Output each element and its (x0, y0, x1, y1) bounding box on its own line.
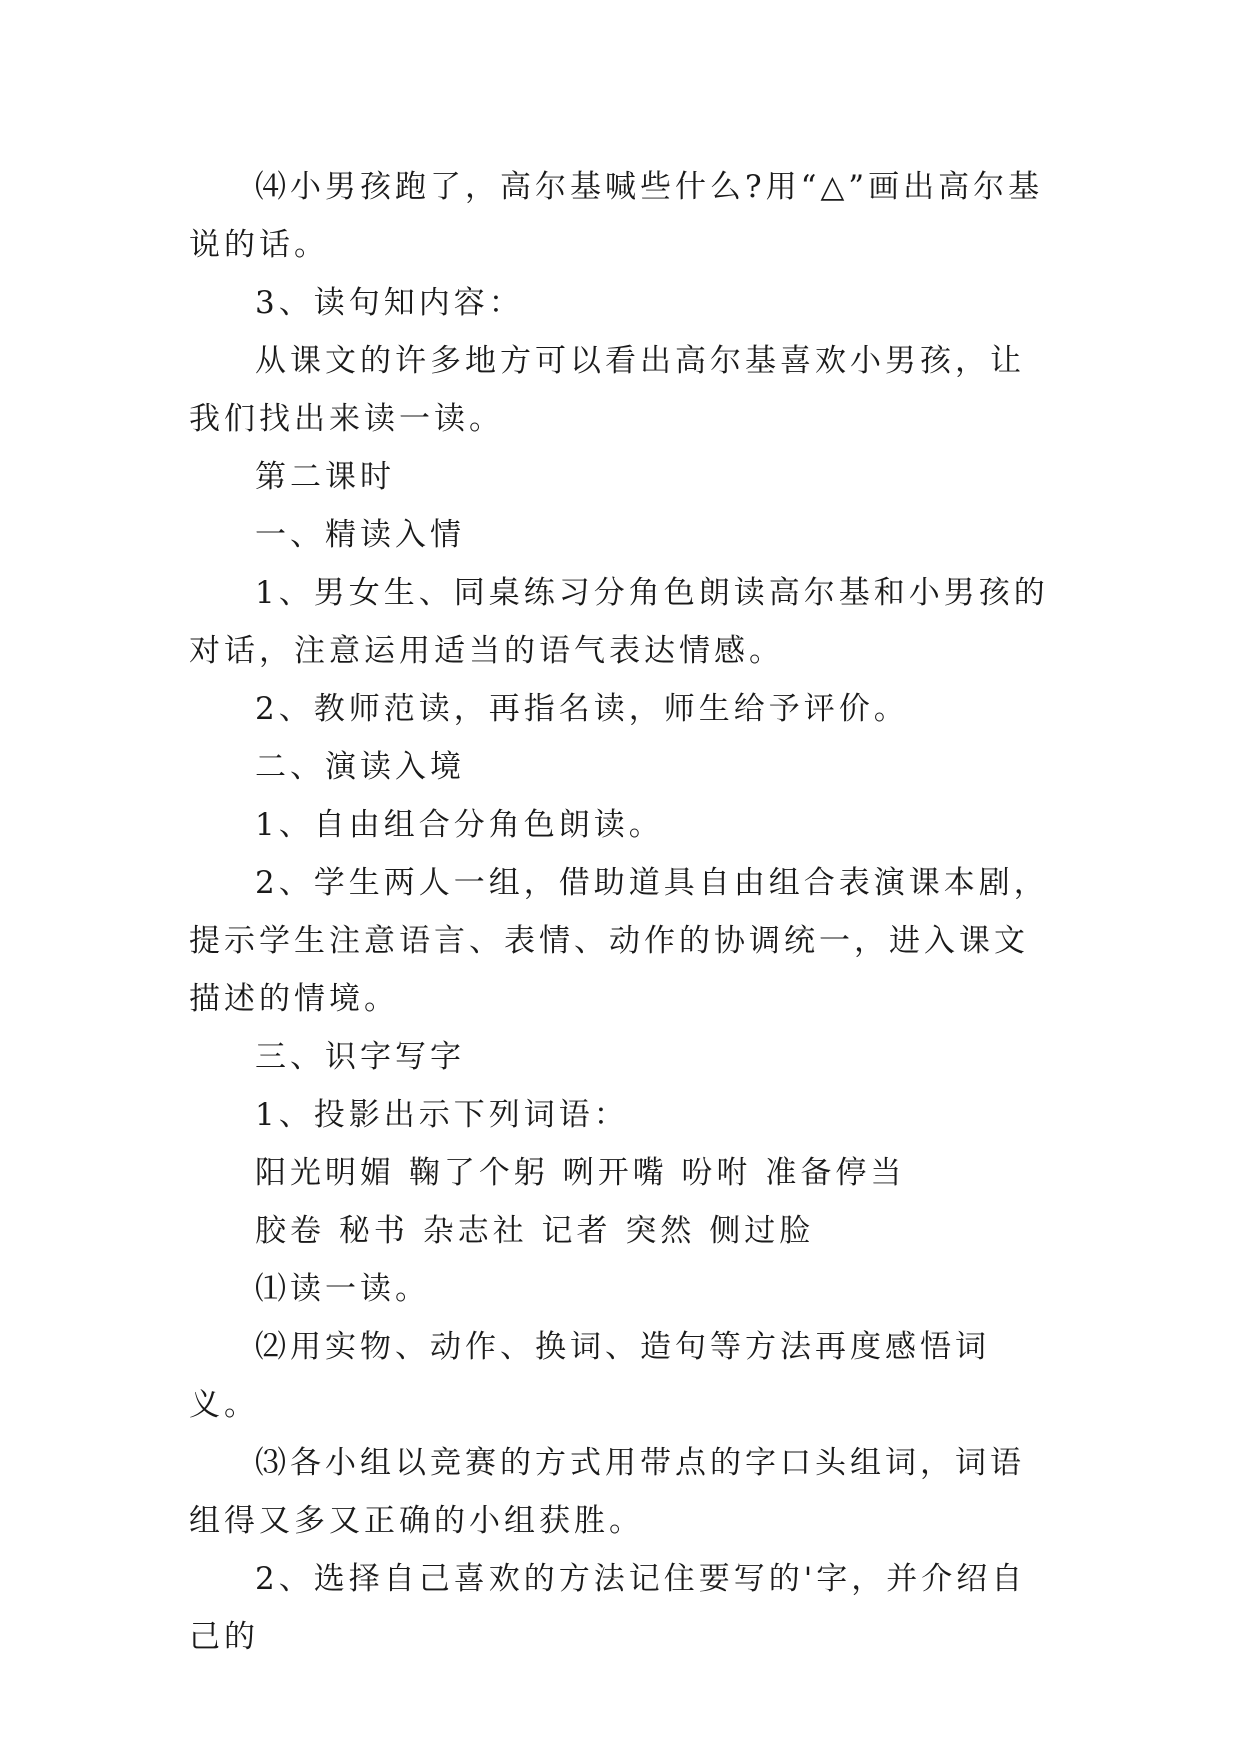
section-heading-second-lesson: 第二课时 (255, 459, 395, 495)
paragraph-literacy-1: 1、投影出示下列词语： (255, 1097, 629, 1133)
section-heading-literacy: 三、识字写字 (255, 1039, 465, 1075)
section-heading-performance: 二、演读入境 (255, 749, 465, 785)
paragraph-performance-1: 1、自由组合分角色朗读。 (255, 807, 664, 843)
document-body (189, 158, 1055, 1666)
paragraph-literacy-sub-2: ⑵用实物、动作、换词、造句等方法再度感悟词义。 (189, 1329, 990, 1423)
paragraph-step-3-body: 从课文的许多地方可以看出高尔基喜欢小男孩，让我们找出来读一读。 (189, 343, 1025, 437)
paragraph-close-reading-2: 2、教师范读，再指名读，师生给予评价。 (255, 691, 909, 727)
paragraph-literacy-2: 2、选择自己喜欢的方法记住要写的'字，并介绍自己的 (189, 1561, 1027, 1655)
vocabulary-line-2: 胶卷 秘书 杂志社 记者 突然 侧过脸 (255, 1213, 815, 1249)
vocabulary-line-1: 阳光明媚 鞠了个躬 咧开嘴 吩咐 准备停当 (255, 1155, 906, 1191)
paragraph-literacy-sub-1: ⑴读一读。 (255, 1271, 430, 1307)
paragraph-step-3-heading: 3、读句知内容： (255, 285, 524, 321)
paragraph-literacy-sub-3: ⑶各小组以竞赛的方式用带点的字口头组词，词语组得又多又正确的小组获胜。 (189, 1445, 1025, 1539)
paragraph-close-reading-1: 1、男女生、同桌练习分角色朗读高尔基和小男孩的对话，注意运用适当的语气表达情感。 (189, 575, 1049, 669)
paragraph-question-4: ⑷小男孩跑了，高尔基喊些什么?用“△”画出高尔基说的话。 (189, 169, 1044, 263)
section-heading-close-reading: 一、精读入情 (255, 517, 465, 553)
paragraph-performance-2: 2、学生两人一组，借助道具自由组合表演课本剧，提示学生注意语言、表情、动作的协调统一，进入课文描述的情境。 (189, 865, 1049, 1017)
